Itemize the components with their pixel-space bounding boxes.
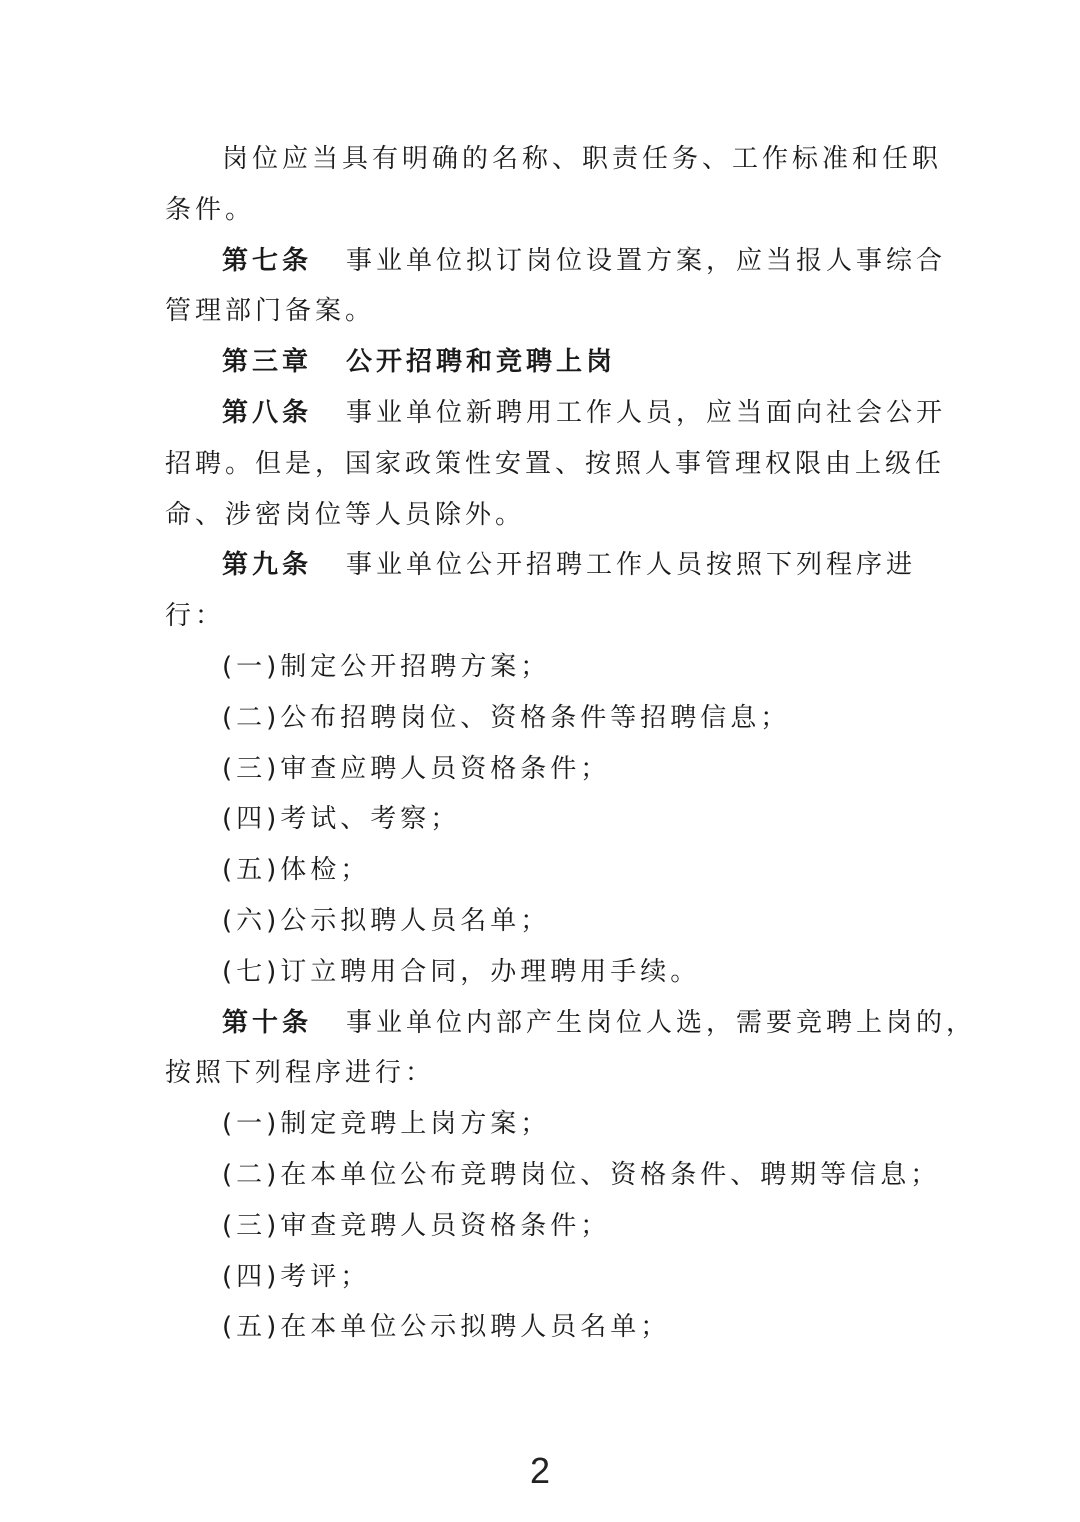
list-item: (四)考试、考察；: [222, 804, 461, 835]
list-item: (四)考评；: [222, 1261, 371, 1292]
paragraph-line: 岗位应当具有明确的名称、职责任务、工作标准和任职: [222, 144, 943, 174]
list-item: (六)公示拟聘人员名单；: [222, 905, 551, 936]
chapter-heading: [165, 337, 925, 388]
list-item: (三)审查竞聘人员资格条件；: [222, 1210, 611, 1241]
paragraph-line: 命、涉密岗位等人员除外。: [165, 499, 526, 530]
paragraph-line: 按照下列程序进行：: [165, 1058, 436, 1089]
article-heading: 第十条: [222, 1007, 313, 1038]
body-text: [165, 134, 977, 1353]
article-8-line: [165, 388, 947, 439]
paragraph-line: 条件。: [165, 194, 256, 225]
list-item: (三)审查应聘人员资格条件；: [222, 753, 611, 784]
article-9-line: [165, 540, 925, 591]
paragraph-line: 管理部门备案。: [165, 296, 376, 327]
list-item: (五)在本单位公示拟聘人员名单；: [222, 1312, 671, 1343]
chapter-title: 公开招聘和竞聘上岗: [346, 347, 617, 378]
article-heading: 第八条: [222, 397, 313, 428]
list-item: (七)订立聘用合同，办理聘用手续。: [222, 956, 701, 987]
article-heading: 第九条: [222, 550, 313, 581]
list-item: (五)体检；: [222, 855, 371, 886]
page-number: 2: [529, 1450, 551, 1491]
paragraph-line: 招聘。但是，国家政策性安置、按照人事管理权限由上级任: [165, 448, 946, 479]
article-heading: 第七条: [222, 245, 313, 276]
list-item: (二)在本单位公布竞聘岗位、资格条件、聘期等信息；: [222, 1159, 941, 1190]
list-item: (一)制定公开招聘方案；: [222, 651, 551, 682]
list-item: (一)制定竞聘上岗方案；: [222, 1109, 551, 1140]
article-10-line: [165, 998, 977, 1049]
paragraph-line: 行：: [165, 601, 226, 632]
article-text: 事业单位新聘用工作人员，应当面向社会公开: [346, 397, 947, 428]
chapter-number: 第三章: [222, 347, 313, 378]
list-item: (二)公布招聘岗位、资格条件等招聘信息；: [222, 702, 791, 733]
article-text: 事业单位拟订岗位设置方案，应当报人事综合: [346, 245, 947, 276]
article-text: 事业单位内部产生岗位人选，需要竞聘上岗的，: [346, 1007, 977, 1038]
article-7-line: [165, 236, 947, 287]
article-text: 事业单位公开招聘工作人员按照下列程序进: [346, 550, 917, 581]
